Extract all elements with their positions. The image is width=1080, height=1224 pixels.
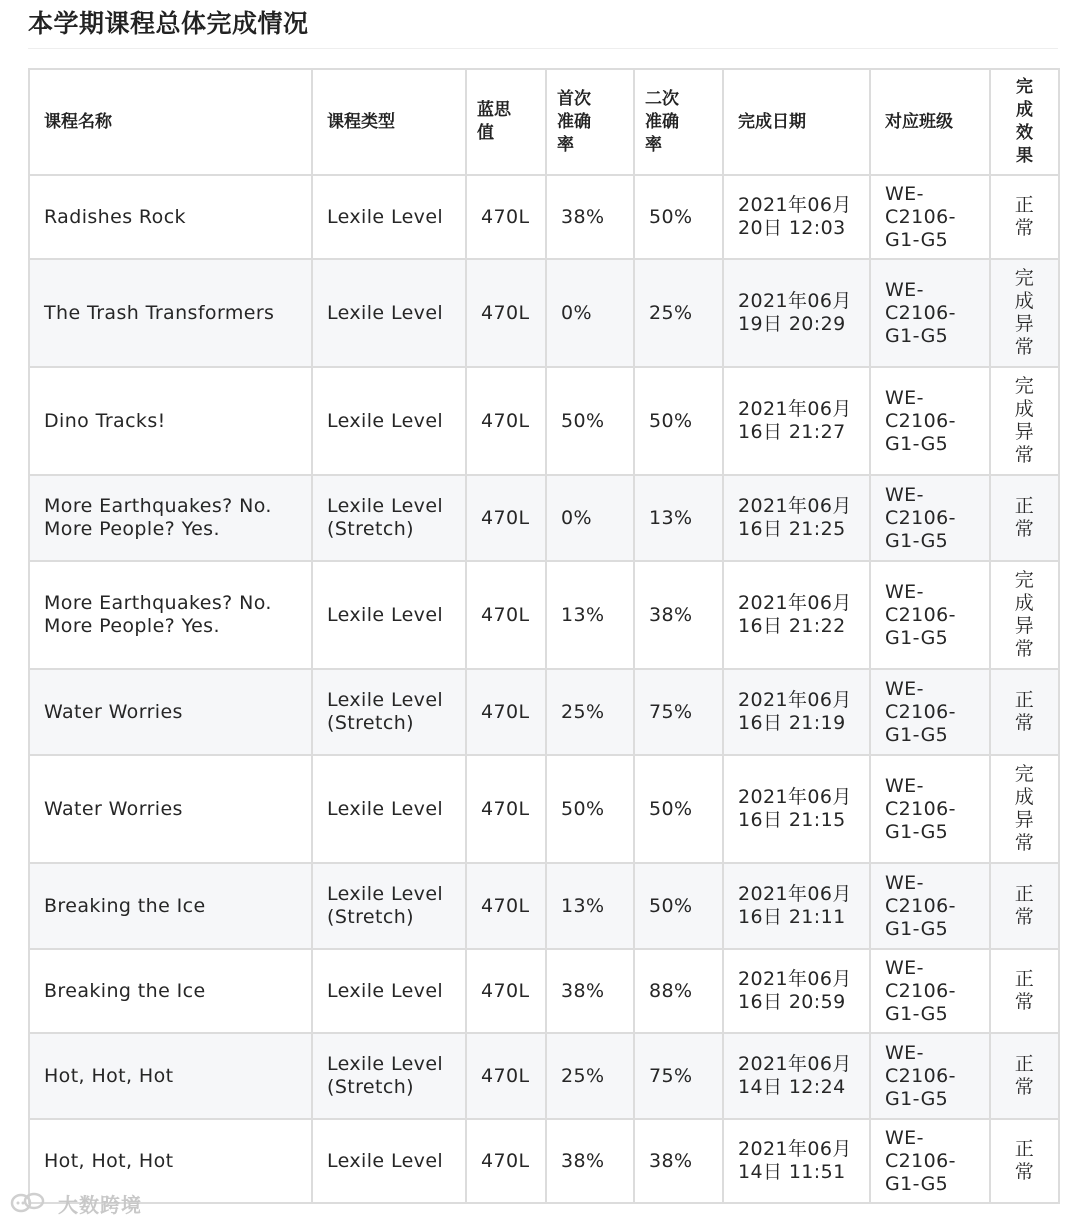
cell-course-name: More Earthquakes? No. More People? Yes. — [29, 561, 312, 669]
cell-effect — [990, 949, 1059, 1033]
cell-lexile: 470L — [466, 1119, 546, 1203]
effect-label: 正常 — [1014, 194, 1035, 239]
cell-class: WE- C2106- G1-G5 — [870, 561, 990, 669]
cell-first-accuracy: 0% — [546, 475, 634, 561]
cell-effect — [990, 175, 1059, 259]
cell-first-accuracy: 13% — [546, 863, 634, 949]
table-row — [29, 367, 1059, 475]
cell-effect — [990, 1119, 1059, 1203]
cell-first-accuracy: 38% — [546, 1119, 634, 1203]
cell-course-type: Lexile Level — [312, 259, 466, 367]
cell-completion-date: 2021年06月 14日 11:51 — [723, 1119, 870, 1203]
cell-course-type: Lexile Level — [312, 561, 466, 669]
cell-class: WE- C2106- G1-G5 — [870, 1033, 990, 1119]
effect-label: 完成异常 — [1014, 569, 1035, 660]
watermark-text: 大数跨境 — [57, 1193, 142, 1217]
cell-completion-date: 2021年06月 16日 20:59 — [723, 949, 870, 1033]
title-divider — [28, 48, 1058, 49]
cell-completion-date: 2021年06月 16日 21:25 — [723, 475, 870, 561]
cell-course-name: Water Worries — [29, 755, 312, 863]
cell-class: WE- C2106- G1-G5 — [870, 259, 990, 367]
chat-bubble-logo-icon — [10, 1191, 46, 1223]
effect-label: 正常 — [1014, 883, 1035, 928]
table-row — [29, 561, 1059, 669]
cell-second-accuracy: 13% — [634, 475, 723, 561]
table-row — [29, 259, 1059, 367]
cell-completion-date: 2021年06月 20日 12:03 — [723, 175, 870, 259]
header-first-accuracy — [546, 69, 634, 175]
cell-completion-date: 2021年06月 16日 21:15 — [723, 755, 870, 863]
cell-effect — [990, 669, 1059, 755]
header-second-accuracy-label: 二次准确率 — [645, 88, 679, 155]
header-completion-date: 完成日期 — [723, 69, 870, 175]
table-row — [29, 1033, 1059, 1119]
cell-lexile: 470L — [466, 259, 546, 367]
cell-course-name: Breaking the Ice — [29, 863, 312, 949]
cell-first-accuracy: 38% — [546, 949, 634, 1033]
cell-second-accuracy: 88% — [634, 949, 723, 1033]
cell-course-type: Lexile Level (Stretch) — [312, 475, 466, 561]
cell-class: WE- C2106- G1-G5 — [870, 1119, 990, 1203]
cell-class: WE- C2106- G1-G5 — [870, 475, 990, 561]
page-title: 本学期课程总体完成情况 — [28, 9, 309, 38]
table-row — [29, 1119, 1059, 1203]
cell-lexile: 470L — [466, 755, 546, 863]
cell-completion-date: 2021年06月 16日 21:22 — [723, 561, 870, 669]
cell-course-type: Lexile Level — [312, 367, 466, 475]
cell-course-name: Dino Tracks! — [29, 367, 312, 475]
cell-second-accuracy: 38% — [634, 561, 723, 669]
cell-course-name: The Trash Transformers — [29, 259, 312, 367]
cell-effect — [990, 863, 1059, 949]
cell-lexile: 470L — [466, 175, 546, 259]
course-completion-table — [28, 68, 1060, 1204]
effect-label: 正常 — [1014, 689, 1035, 734]
cell-class: WE- C2106- G1-G5 — [870, 367, 990, 475]
table-row — [29, 175, 1059, 259]
table-row — [29, 949, 1059, 1033]
table-row — [29, 755, 1059, 863]
header-lexile-label: 蓝思值 — [477, 100, 511, 143]
cell-second-accuracy: 75% — [634, 1033, 723, 1119]
cell-effect — [990, 475, 1059, 561]
cell-course-type: Lexile Level — [312, 175, 466, 259]
cell-course-name: Hot, Hot, Hot — [29, 1119, 312, 1203]
header-second-accuracy — [634, 69, 723, 175]
header-first-accuracy-label: 首次准确率 — [557, 88, 591, 155]
header-course-name: 课程名称 — [29, 69, 312, 175]
cell-course-type: Lexile Level — [312, 755, 466, 863]
table-row — [29, 669, 1059, 755]
header-effect — [990, 69, 1059, 175]
header-class: 对应班级 — [870, 69, 990, 175]
cell-lexile: 470L — [466, 949, 546, 1033]
cell-first-accuracy: 38% — [546, 175, 634, 259]
cell-class: WE- C2106- G1-G5 — [870, 755, 990, 863]
cell-effect — [990, 367, 1059, 475]
header-lexile — [466, 69, 546, 175]
table-body — [29, 175, 1059, 1203]
cell-first-accuracy: 50% — [546, 755, 634, 863]
cell-course-type: Lexile Level (Stretch) — [312, 1033, 466, 1119]
cell-class: WE- C2106- G1-G5 — [870, 669, 990, 755]
cell-course-name: Breaking the Ice — [29, 949, 312, 1033]
cell-second-accuracy: 38% — [634, 1119, 723, 1203]
cell-completion-date: 2021年06月 19日 20:29 — [723, 259, 870, 367]
cell-completion-date: 2021年06月 16日 21:11 — [723, 863, 870, 949]
effect-label: 正常 — [1014, 968, 1035, 1013]
cell-course-type: Lexile Level (Stretch) — [312, 669, 466, 755]
cell-lexile: 470L — [466, 863, 546, 949]
watermark — [10, 1190, 142, 1220]
table-header-row — [29, 69, 1059, 175]
header-effect-label: 完成效果 — [1016, 77, 1033, 166]
cell-effect — [990, 259, 1059, 367]
cell-course-name: Radishes Rock — [29, 175, 312, 259]
cell-lexile: 470L — [466, 1033, 546, 1119]
table-row — [29, 863, 1059, 949]
cell-first-accuracy: 50% — [546, 367, 634, 475]
cell-second-accuracy: 75% — [634, 669, 723, 755]
cell-first-accuracy: 25% — [546, 1033, 634, 1119]
header-course-type: 课程类型 — [312, 69, 466, 175]
table-row — [29, 475, 1059, 561]
cell-course-name: Water Worries — [29, 669, 312, 755]
cell-completion-date: 2021年06月 16日 21:19 — [723, 669, 870, 755]
cell-completion-date: 2021年06月 16日 21:27 — [723, 367, 870, 475]
cell-course-type: Lexile Level — [312, 1119, 466, 1203]
cell-class: WE- C2106- G1-G5 — [870, 949, 990, 1033]
cell-first-accuracy: 25% — [546, 669, 634, 755]
cell-lexile: 470L — [466, 475, 546, 561]
cell-lexile: 470L — [466, 561, 546, 669]
cell-effect — [990, 561, 1059, 669]
cell-class: WE- C2106- G1-G5 — [870, 863, 990, 949]
cell-effect — [990, 755, 1059, 863]
cell-lexile: 470L — [466, 367, 546, 475]
cell-second-accuracy: 25% — [634, 259, 723, 367]
effect-label: 正常 — [1014, 1053, 1035, 1098]
cell-class: WE- C2106- G1-G5 — [870, 175, 990, 259]
cell-course-name: Hot, Hot, Hot — [29, 1033, 312, 1119]
effect-label: 完成异常 — [1014, 267, 1035, 358]
cell-completion-date: 2021年06月 14日 12:24 — [723, 1033, 870, 1119]
cell-course-type: Lexile Level — [312, 949, 466, 1033]
cell-first-accuracy: 0% — [546, 259, 634, 367]
cell-second-accuracy: 50% — [634, 175, 723, 259]
cell-effect — [990, 1033, 1059, 1119]
cell-second-accuracy: 50% — [634, 755, 723, 863]
effect-label: 完成异常 — [1014, 763, 1035, 854]
effect-label: 正常 — [1014, 1138, 1035, 1183]
cell-second-accuracy: 50% — [634, 863, 723, 949]
cell-course-type: Lexile Level (Stretch) — [312, 863, 466, 949]
cell-first-accuracy: 13% — [546, 561, 634, 669]
effect-label: 完成异常 — [1014, 375, 1035, 466]
effect-label: 正常 — [1014, 495, 1035, 540]
cell-lexile: 470L — [466, 669, 546, 755]
cell-second-accuracy: 50% — [634, 367, 723, 475]
cell-course-name: More Earthquakes? No. More People? Yes. — [29, 475, 312, 561]
